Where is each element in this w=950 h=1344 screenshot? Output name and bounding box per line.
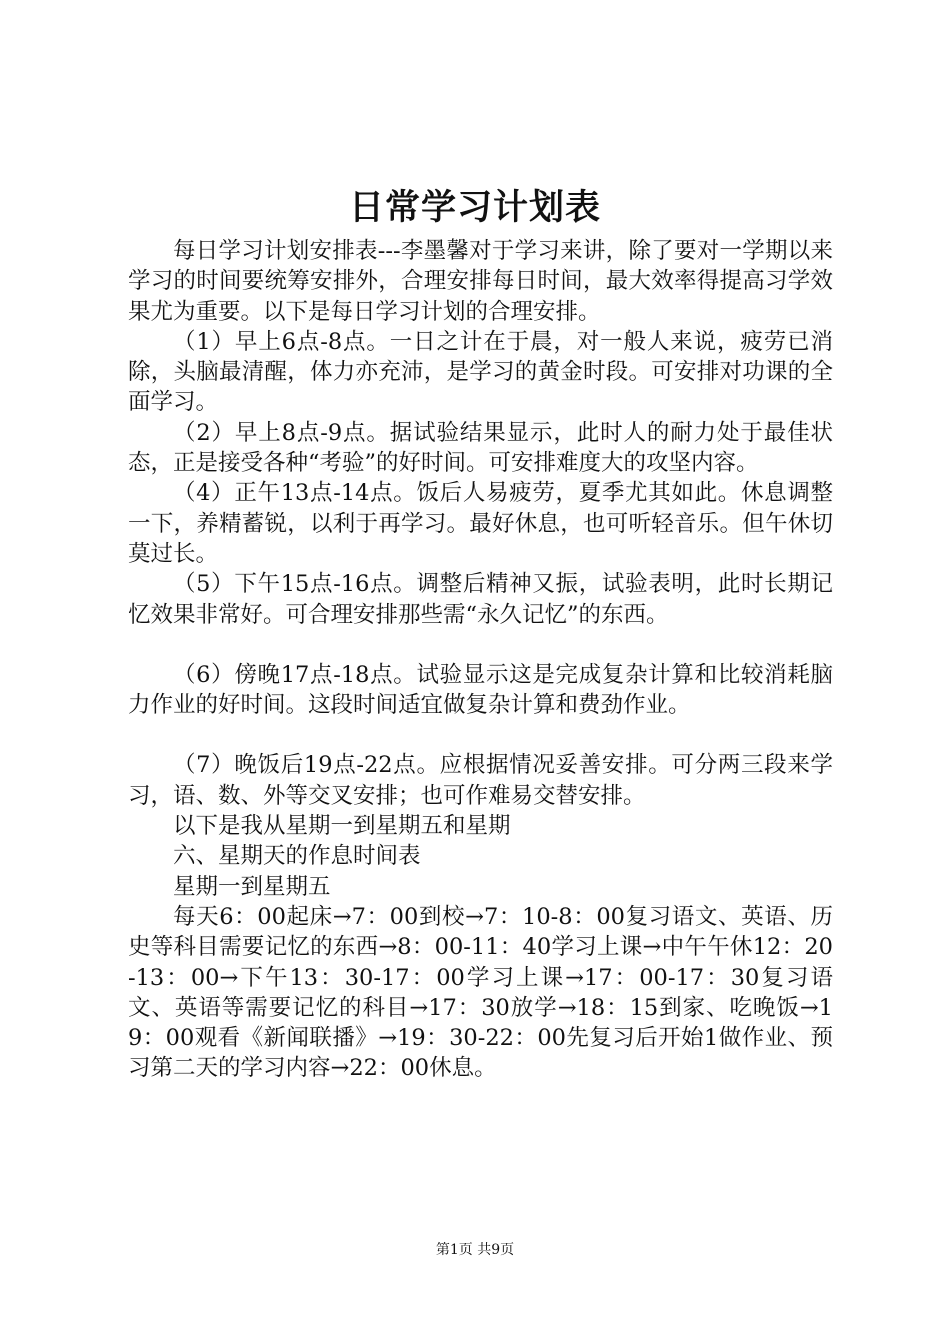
paragraph-schedule-intro-cont: 六、星期天的作息时间表 <box>173 843 421 870</box>
paragraph-item-5: （5）下午15点-16点。调整后精神又振，试验表明，此时长期记忆效果非常好。可合理安排那些需“永久记忆”的东西。 <box>128 571 833 628</box>
document-body <box>128 236 833 1084</box>
paragraph-weekday-schedule: 每天6：00起床→7：00到校→7：10-8：00复习语文、英语、历史等科目需要记忆的东西→8：00-11：40学习上课→中午午休12：20-13：00→下午13：30-17：00学习上课→17：00-17：30复习语文、英语等需要记忆的科目→17：30放学→18：15到家、吃晚饭→19：00观看《新闻联播》→19：30-22：00先复习后开始1做作业、预习第二天的学习内容→22：00休息。 <box>128 903 833 1082</box>
paragraph-schedule-intro: 以下是我从星期一到星期五和星期 <box>173 813 511 840</box>
paragraph-item-4: （4）正午13点-14点。饭后人易疲劳，夏季尤其如此。休息调整一下，养精蓄锐，以利于再学习。最好休息，也可听轻音乐。但午休切莫过长。 <box>128 480 833 567</box>
paragraph-item-1: （1）早上6点-8点。一日之计在于晨，对一般人来说，疲劳已消除，头脑最清醒，体力亦充沛，是学习的黄金时段。可安排对功课的全面学习。 <box>128 328 833 416</box>
paragraph-weekday-heading: 星期一到星期五 <box>173 873 331 900</box>
paragraph-intro: 每日学习计划安排表---李墨馨对于学习来讲，除了要对一学期以来学习的时间要统筹安排外，合理安排每日时间，最大效率得提高习学效果尤为重要。以下是每日学习计划的合理安排。 <box>128 238 833 325</box>
paragraph-item-7: （7）晚饭后19点-22点。应根据情况妥善安排。可分两三段来学习，语、数、外等交叉安排；也可作难易交替安排。 <box>128 752 833 809</box>
paragraph-item-2: （2）早上8点-9点。据试验结果显示，此时人的耐力处于最佳状态，正是接受各种“考验”的好时间。可安排难度大的攻坚内容。 <box>128 419 833 477</box>
paragraph-item-6: （6）傍晚17点-18点。试验显示这是完成复杂计算和比较消耗脑力作业的好时间。这段时间适宜做复杂计算和费劲作业。 <box>128 661 833 719</box>
document-title: 日常学习计划表 <box>348 188 601 228</box>
page-footer: 第1页 共9页 <box>435 1242 515 1258</box>
